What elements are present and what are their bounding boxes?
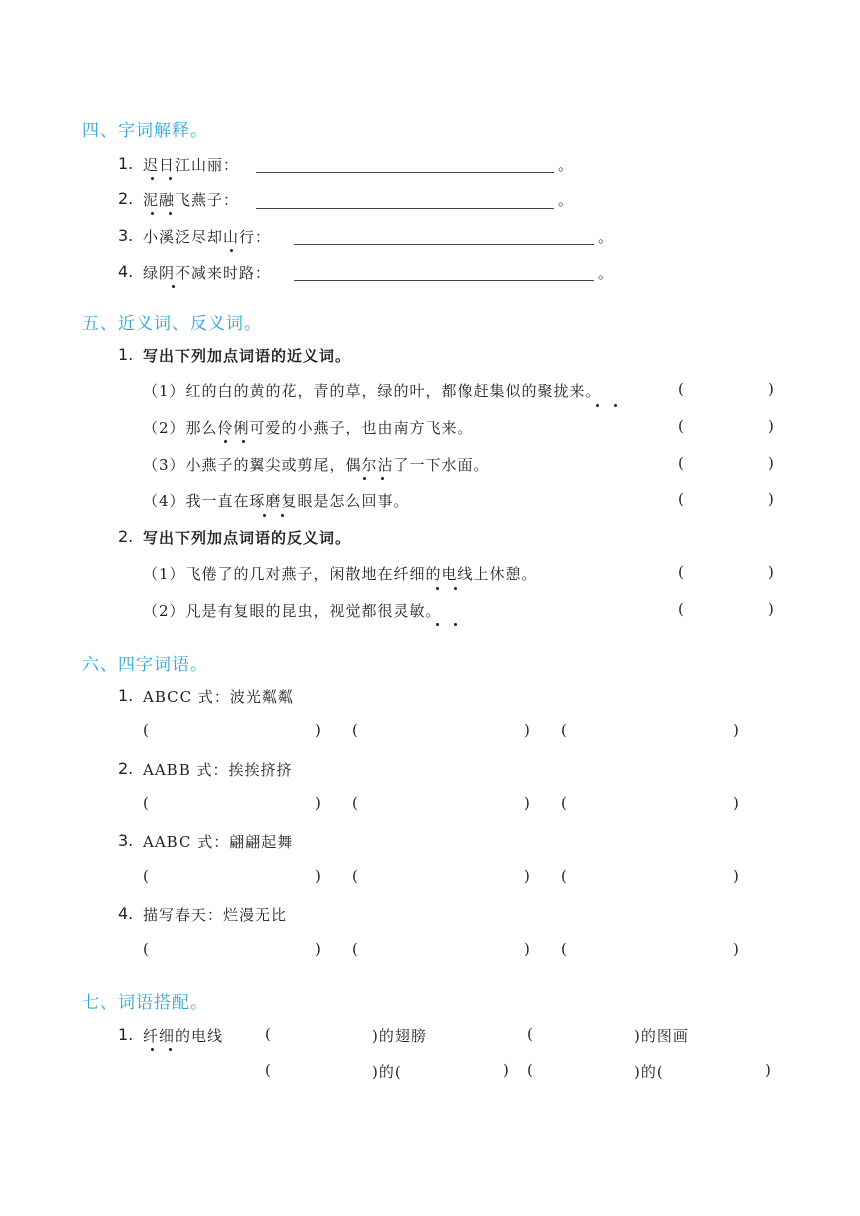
answer-paren-open: ( (678, 600, 684, 618)
answer-paren-open: ( (143, 940, 149, 958)
emphasis-dot (169, 177, 172, 180)
s6-item-2-text: AABB 式：挨挨挤挤 (143, 761, 293, 779)
section-6-heading: 六、四字词语。 (82, 655, 208, 675)
answer-paren-close: ) (524, 794, 530, 812)
picture-label: )的图画 (634, 1027, 689, 1045)
emphasis-dot (172, 285, 175, 288)
s4-item-3-period: 。 (598, 228, 615, 246)
answer-paren-open: ( (352, 940, 358, 958)
s5-q1-item-1: （1）红的白的黄的花，青的草，绿的叶，都像赶集似的聚拢来。 (143, 382, 602, 400)
emphasis-dot (596, 404, 599, 407)
emphasis-dot (242, 440, 245, 443)
s4-item-3-text: 小溪泛尽却山行： (143, 228, 272, 246)
s5-q2-item-1: （1）飞倦了的几对燕子，闲散地在纤细的电线上休憩。 (143, 565, 538, 583)
emphasis-dot (169, 1048, 172, 1051)
answer-paren-close: ) (315, 940, 321, 958)
answer-paren-close: ) (733, 794, 739, 812)
emphasis-dot (169, 212, 172, 215)
answer-paren-close: ) (765, 1061, 771, 1079)
s6-item-4-text: 描写春天：烂漫无比 (143, 906, 288, 924)
answer-paren-open: ( (527, 1025, 533, 1043)
answer-paren-close: ) (768, 380, 774, 398)
answer-paren-open: ( (143, 867, 149, 885)
answer-paren-open: ( (143, 721, 149, 739)
answer-paren-close: ) (768, 600, 774, 618)
s6-item-1-num: 1. (118, 686, 134, 705)
answer-paren-open: ( (561, 940, 567, 958)
s4-item-2-period: 。 (558, 191, 575, 209)
answer-paren-close: ) (768, 563, 774, 581)
s4-item-1-num: 1. (118, 154, 134, 173)
s5-q2-item-2: （2）凡是有复眼的昆虫，视觉都很灵敏。 (143, 602, 442, 620)
s5-q1-title: 写出下列加点词语的近义词。 (143, 347, 352, 365)
wings-label: )的翅膀 (372, 1027, 427, 1045)
s6-item-3-num: 3. (118, 831, 134, 850)
s4-item-1-period: 。 (558, 156, 575, 174)
s4-item-2-text: 泥融飞燕子： (143, 191, 240, 209)
answer-paren-open: ( (678, 454, 684, 472)
answer-paren-close: ) (503, 1061, 509, 1079)
s7-item-1-text: 纤细的电线 (143, 1027, 224, 1045)
answer-paren-close: ) (315, 721, 321, 739)
s5-q1-item-3: （3）小燕子的翼尖或剪尾，偶尔沾了一下水面。 (143, 456, 490, 474)
de-connector: )的( (372, 1063, 402, 1081)
de-connector: )的( (634, 1063, 664, 1081)
emphasis-dot (281, 514, 284, 517)
emphasis-dot (151, 1048, 154, 1051)
s5-q2-title: 写出下列加点词语的反义词。 (143, 529, 352, 547)
answer-paren-close: ) (315, 867, 321, 885)
s4-item-4-text: 绿阴不减来时路： (143, 264, 272, 282)
s6-item-1-text: ABCC 式：波光粼粼 (143, 688, 294, 706)
s4-item-4-period: 。 (598, 264, 615, 282)
s6-item-4-num: 4. (118, 904, 134, 923)
answer-paren-close: ) (315, 794, 321, 812)
emphasis-dot (381, 477, 384, 480)
s6-item-2-num: 2. (118, 759, 134, 778)
s5-q1-num: 1. (118, 345, 134, 364)
emphasis-dot (230, 249, 233, 252)
answer-paren-close: ) (524, 721, 530, 739)
emphasis-dot (151, 212, 154, 215)
answer-paren-open: ( (561, 867, 567, 885)
answer-paren-close: ) (768, 454, 774, 472)
answer-paren-open: ( (527, 1061, 533, 1079)
answer-paren-close: ) (524, 867, 530, 885)
answer-paren-open: ( (352, 721, 358, 739)
answer-paren-close: ) (733, 721, 739, 739)
s5-q2-num: 2. (118, 527, 134, 546)
answer-paren-open: ( (678, 380, 684, 398)
answer-paren-close: ) (524, 940, 530, 958)
s7-item-1-num: 1. (118, 1025, 134, 1044)
answer-paren-open: ( (265, 1061, 271, 1079)
emphasis-dot (454, 623, 457, 626)
s5-q1-item-2: （2）那么伶俐可爱的小燕子，也由南方飞来。 (143, 419, 474, 437)
answer-paren-open: ( (265, 1025, 271, 1043)
s4-item-3-answer-line[interactable] (294, 244, 594, 245)
section-7-heading: 七、词语搭配。 (82, 993, 208, 1013)
section-4-heading: 四、字词解释。 (82, 121, 208, 141)
answer-paren-open: ( (678, 563, 684, 581)
s4-item-1-text: 迟日江山丽： (143, 156, 240, 174)
answer-paren-open: ( (678, 417, 684, 435)
answer-paren-open: ( (678, 490, 684, 508)
s4-item-1-answer-line[interactable] (256, 172, 554, 173)
emphasis-dot (151, 177, 154, 180)
answer-paren-open: ( (352, 794, 358, 812)
s6-item-3-text: AABC 式：翩翩起舞 (143, 833, 294, 851)
emphasis-dot (454, 587, 457, 590)
answer-paren-close: ) (733, 867, 739, 885)
emphasis-dot (436, 623, 439, 626)
answer-paren-open: ( (143, 794, 149, 812)
emphasis-dot (363, 477, 366, 480)
emphasis-dot (263, 514, 266, 517)
s4-item-3-num: 3. (118, 226, 134, 245)
s4-item-4-num: 4. (118, 262, 134, 281)
answer-paren-open: ( (352, 867, 358, 885)
emphasis-dot (614, 404, 617, 407)
answer-paren-close: ) (768, 417, 774, 435)
answer-paren-open: ( (561, 794, 567, 812)
emphasis-dot (436, 587, 439, 590)
answer-paren-close: ) (733, 940, 739, 958)
answer-paren-close: ) (768, 490, 774, 508)
emphasis-dot (224, 440, 227, 443)
answer-paren-open: ( (561, 721, 567, 739)
s4-item-2-num: 2. (118, 189, 134, 208)
s4-item-2-answer-line[interactable] (256, 208, 554, 209)
section-5-heading: 五、近义词、反义词。 (82, 314, 262, 334)
s4-item-4-answer-line[interactable] (294, 280, 594, 281)
s5-q1-item-4: （4）我一直在琢磨复眼是怎么回事。 (143, 492, 410, 510)
